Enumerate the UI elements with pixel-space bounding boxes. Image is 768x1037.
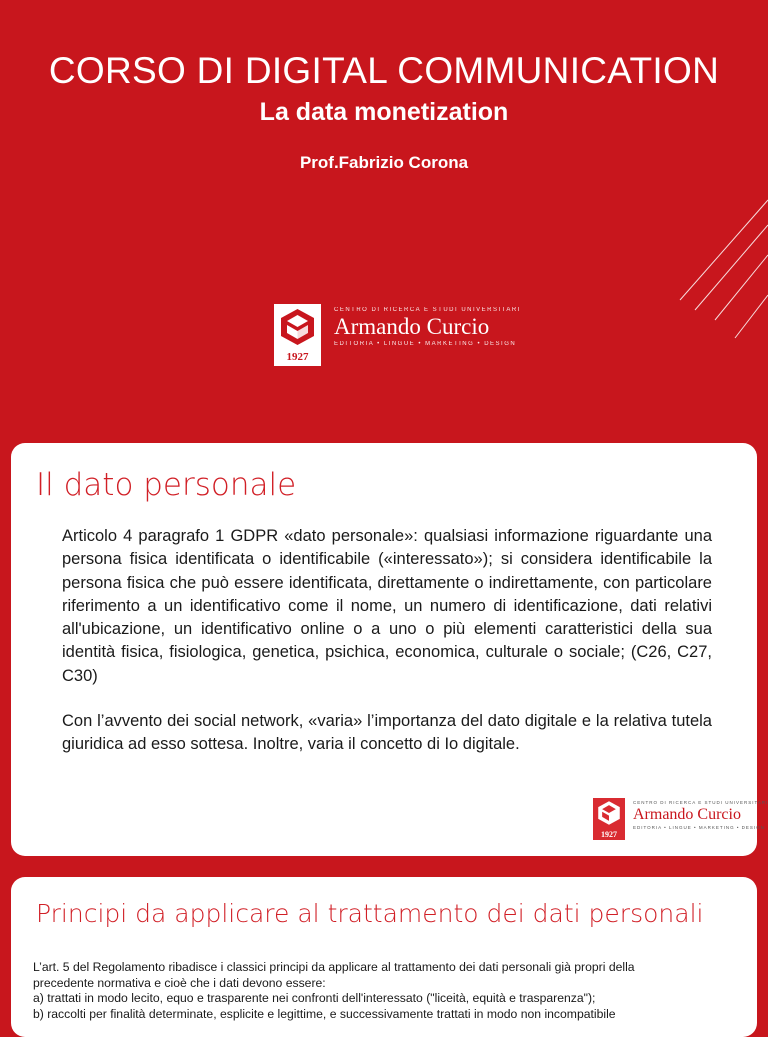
- slide-principi: [11, 877, 757, 1037]
- decorative-lines: [640, 170, 768, 340]
- paragraph-definition: Articolo 4 paragrafo 1 GDPR «dato personale»: qualsiasi informazione riguardante una persona fisica identificata o identificabile («interessato»); si considera identificabile la persona fisica che può essere identificata, direttamente o indirettamente, con particolare riferimento a un identificativo come il nome, un numero di identificazione, dati relativi all'ubicazione, un identificativo online o a uno o più elementi caratteristici della sua identità fisica, fisiologica, genetica, psichica, economica, culturale o sociale; (C26, C27, C30): [62, 527, 712, 685]
- logo-name: Armando Curcio: [334, 314, 490, 339]
- logo-small-text: CENTRO DI RICERCA E STUDI UNIVERSITARI: [633, 800, 768, 805]
- course-subtitle: La data monetization: [259, 98, 509, 126]
- logo-tagline: EDITORIA • LINGUE • MARKETING • DESIGN: [633, 825, 765, 830]
- slide-title: Il dato personale: [36, 467, 297, 503]
- logo-year: 1927: [286, 351, 309, 363]
- armando-curcio-logo: [274, 304, 521, 368]
- body-line: L’art. 5 del Regolamento ribadisce i classici principi da applicare al trattamento dei dati personali già propri della: [33, 960, 635, 974]
- course-title: CORSO DI DIGITAL COMMUNICATION: [48, 50, 720, 91]
- armando-curcio-logo-small: [593, 798, 768, 840]
- logo-mark-icon: [274, 304, 321, 366]
- logo-small-text: CENTRO DI RICERCA E STUDI UNIVERSITARI: [334, 307, 521, 313]
- body-line: a) trattati in modo lecito, equo e trasparente nei confronti dell'interessato ("liceità, equità e trasparenza");: [33, 991, 596, 1005]
- logo-mark-icon: [593, 798, 625, 840]
- logo-tagline: EDITORIA • LINGUE • MARKETING • DESIGN: [334, 341, 517, 347]
- paragraph-social-network: Con l’avvento dei social network, «varia» l’importanza del dato digitale e la relativa tutela giuridica ad esso sottesa. Inoltre, varia il concetto di Io digitale.: [62, 712, 712, 754]
- title-slide: [0, 0, 768, 420]
- slide-body: [33, 960, 733, 1022]
- logo-name: Armando Curcio: [633, 806, 741, 823]
- slide-dato-personale: [11, 443, 768, 856]
- professor-name: Prof.Fabrizio Corona: [299, 153, 469, 172]
- body-line: precedente normativa e cioè che i dati devono essere:: [33, 975, 326, 990]
- logo-year: 1927: [601, 830, 617, 839]
- slide-title: Principi da applicare al trattamento dei dati personali: [36, 899, 704, 928]
- body-line: b) raccolti per finalità determinate, esplicite e legittime, e successivamente trattati in modo non incompatibile: [33, 1006, 616, 1021]
